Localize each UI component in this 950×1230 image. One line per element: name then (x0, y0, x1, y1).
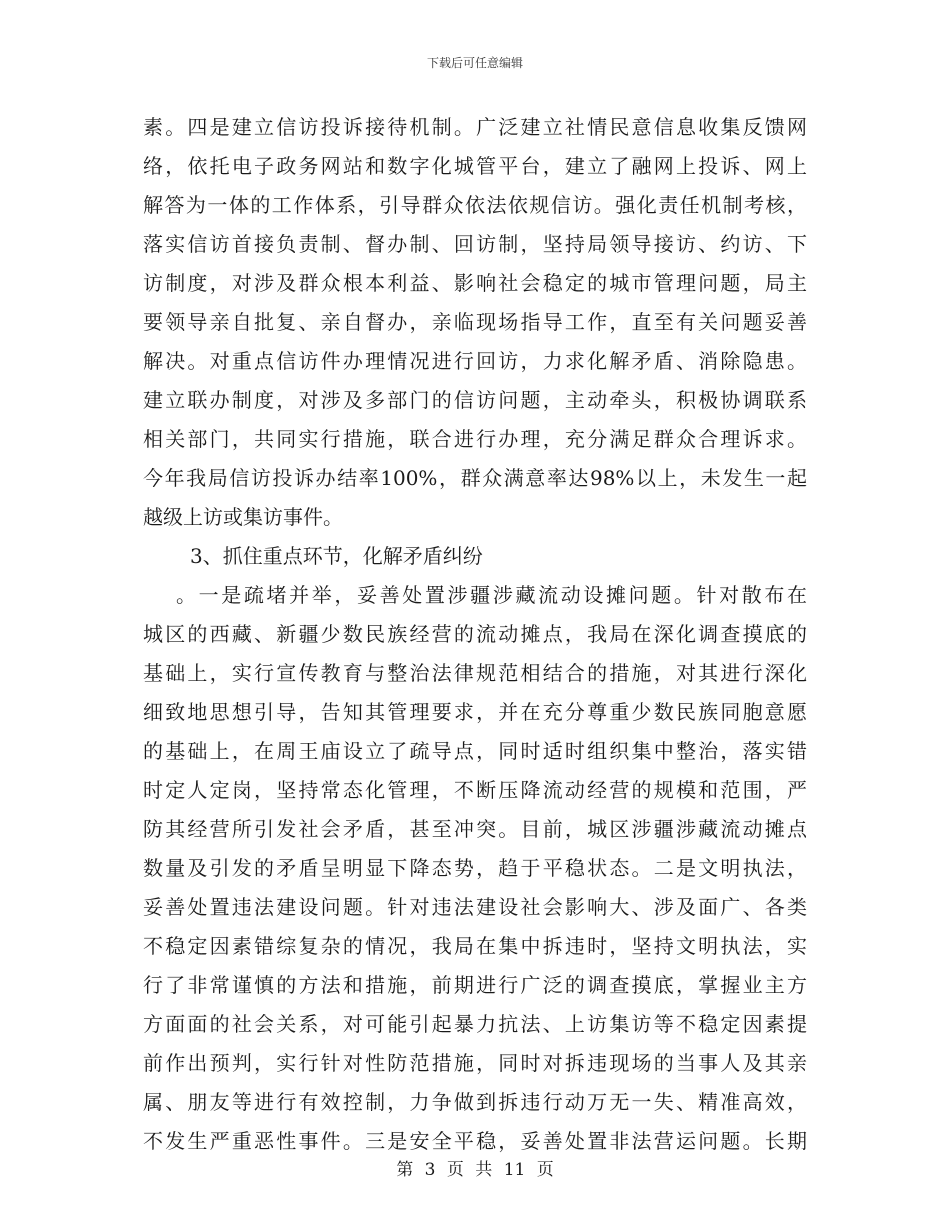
body-line: 解答为一体的工作体系，引导群众依法依规信访。强化责任机制考核， (143, 193, 807, 217)
body-line: 落实信访首接负责制、督办制、回访制，坚持局领导接访、约访、下 (143, 232, 807, 256)
body-line: 属、朋友等进行有效控制，力争做到拆违行动万无一失、精准高效， (143, 1090, 807, 1114)
body-line: 越级上访或集访事件。 (143, 505, 343, 529)
body-line: 访制度，对涉及群众根本利益、影响社会稳定的城市管理问题，局主 (143, 271, 807, 295)
page-header: 下载后可任意编辑 (426, 56, 523, 70)
body-line: 络，依托电子政务网站和数字化城管平台，建立了融网上投诉、网上 (143, 154, 807, 178)
body-line: 妥善处置违法建设问题。针对违法建设社会影响大、涉及面广、各类 (143, 895, 807, 919)
body-line: 行了非常谨慎的方法和措施，前期进行广泛的调查摸底，掌握业主方 (143, 973, 807, 997)
body-line: 城区的西藏、新疆少数民族经营的流动摊点，我局在深化调查摸底的 (143, 622, 807, 646)
body-line: 细致地思想引导，告知其管理要求，并在充分尊重少数民族同胞意愿 (143, 700, 807, 724)
body-line: 基础上，实行宣传教育与整治法律规范相结合的措施，对其进行深化 (143, 661, 807, 685)
body-line: 不稳定因素错综复杂的情况，我局在集中拆违时，坚持文明执法，实 (143, 934, 807, 958)
body-line: 解决。对重点信访件办理情况进行回访，力求化解矛盾、消除隐患。 (143, 349, 807, 373)
body-line: 。一是疏堵并举，妥善处置涉疆涉藏流动设摊问题。针对散布在 (176, 583, 807, 607)
section-heading: 3、抓住重点环节，化解矛盾纠纷 (190, 544, 483, 568)
body-line: 素。四是建立信访投诉接待机制。广泛建立社情民意信息收集反馈网 (143, 115, 807, 139)
body-line: 要领导亲自批复、亲自督办，亲临现场指导工作，直至有关问题妥善 (143, 310, 807, 334)
body-line: 相关部门，共同实行措施，联合进行办理，充分满足群众合理诉求。 (143, 427, 807, 451)
body-line: 时定人定岗，坚持常态化管理，不断压降流动经营的规模和范围，严 (143, 778, 807, 802)
body-line: 数量及引发的矛盾呈明显下降态势，趋于平稳状态。二是文明执法， (143, 856, 807, 880)
body-line: 建立联办制度，对涉及多部门的信访问题，主动牵头，积极协调联系 (143, 388, 807, 412)
body-line: 前作出预判，实行针对性防范措施，同时对拆违现场的当事人及其亲 (143, 1051, 807, 1075)
body-line: 不发生严重恶性事件。三是安全平稳，妥善处置非法营运问题。长期 (143, 1129, 807, 1153)
body-line: 的基础上，在周王庙设立了疏导点，同时适时组织集中整治，落实错 (143, 739, 807, 763)
body-line: 今年我局信访投诉办结率100%，群众满意率达98%以上，未发生一起 (143, 466, 807, 490)
body-line: 防其经营所引发社会矛盾，甚至冲突。目前，城区涉疆涉藏流动摊点 (143, 817, 807, 841)
page-footer: 第 3 页 共 11 页 (396, 1160, 554, 1180)
body-line: 方面面的社会关系，对可能引起暴力抗法、上访集访等不稳定因素提 (143, 1012, 807, 1036)
document-body (143, 108, 807, 1161)
